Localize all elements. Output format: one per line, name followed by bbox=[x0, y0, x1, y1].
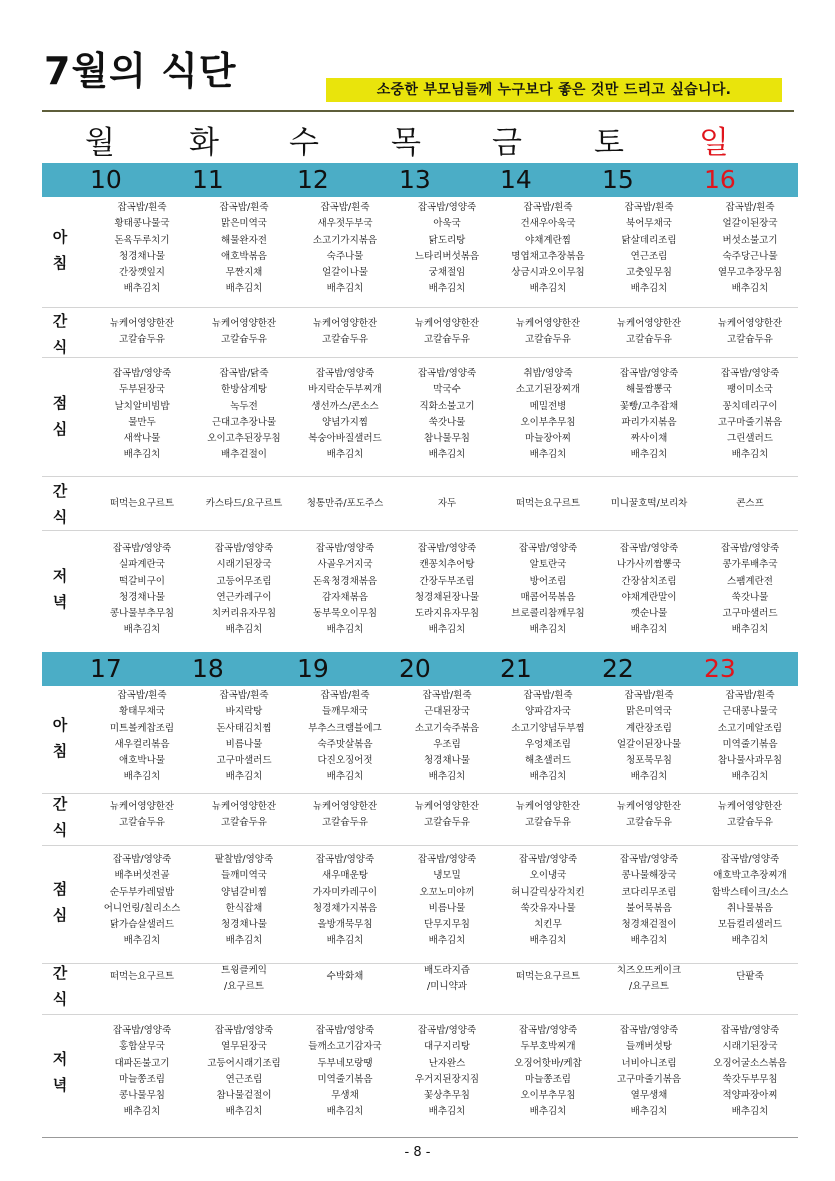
menu-cell-dinner: 잡곡밥/영양죽 시래기된장국 고등어무조림 연근카레구이 치커리유자무침 배추김치 bbox=[211, 543, 277, 636]
meal-label-dinner: 저 녁 bbox=[52, 1050, 68, 1094]
menu-cell-lunch: 취밥/영양죽 소고기된장찌개 메밀전병 오이부추무침 마늘장아찌 배추김치 bbox=[515, 368, 581, 461]
row-divider bbox=[42, 530, 798, 531]
date-cell: 15 bbox=[602, 165, 634, 194]
meal-label-lunch: 점 심 bbox=[52, 880, 68, 924]
menu-cell-lunch: 잡곡밥/영양죽 두부된장국 날치알비빔밥 물만두 새싹나물 배추김치 bbox=[112, 368, 172, 461]
menu-cell-snack1: 뉴케어영양한잔 고칼슘두유 bbox=[312, 318, 378, 346]
menu-cell-snack1: 뉴케어영양한잔 고칼슘두유 bbox=[616, 318, 682, 346]
menu-cell-breakfast: 잡곡밥/흰죽 양파감자국 소고기양념두부찜 우엉채조림 해초샐러드 배추김치 bbox=[511, 690, 585, 783]
menu-cell-snack2: 청통만쥬/포도주스 bbox=[306, 498, 384, 509]
menu-cell-snack1: 뉴케어영양한잔 고칼슘두유 bbox=[414, 801, 480, 829]
menu-cell-lunch: 잡곡밥/영양죽 막국수 직화소불고기 쑥갓나물 참나물무침 배추김치 bbox=[417, 368, 477, 461]
menu-cell-snack1: 뉴케어영양한잔 고칼슘두유 bbox=[414, 318, 480, 346]
menu-cell-breakfast: 잡곡밥/흰죽 북어무채국 닭살데리조림 연근조림 고춧잎무침 배추김치 bbox=[621, 202, 677, 295]
menu-cell-snack1: 뉴케어영양한잔 고칼슘두유 bbox=[717, 801, 783, 829]
menu-cell-dinner: 잡곡밥/영양죽 열무된장국 고등어시래기조림 연근조림 참나물겉절이 배추김치 bbox=[207, 1025, 281, 1118]
menu-cell-snack1: 뉴케어영양한잔 고칼슘두유 bbox=[717, 318, 783, 346]
date-cell: 18 bbox=[192, 654, 224, 683]
menu-cell-dinner: 잡곡밥/영양죽 들깨소고기감자국 두부네모랑땡 미역줄기볶음 무생채 배추김치 bbox=[308, 1025, 382, 1118]
menu-cell-snack2: 단팥죽 bbox=[736, 971, 764, 982]
weekday-header: 월 bbox=[85, 125, 115, 161]
date-cell: 10 bbox=[90, 165, 122, 194]
menu-cell-breakfast: 잡곡밥/흰죽 새우젓두부국 소고기가지볶음 숙주나물 얼갈이나물 배추김치 bbox=[312, 202, 378, 295]
menu-cell-snack2: 콘스프 bbox=[736, 498, 764, 509]
menu-cell-lunch: 잡곡밥/영양죽 팽이미소국 꽁치데리구이 고구마줄기볶음 그린샐러드 배추김치 bbox=[717, 368, 783, 461]
menu-cell-lunch: 잡곡밥/영양죽 바지락순두부찌개 생선까스/콘소스 양념가지찜 복숭아바질샐러드 배추김치 bbox=[308, 368, 382, 461]
meal-label-lunch: 점 심 bbox=[52, 394, 68, 438]
menu-cell-lunch: 잡곡밥/영양죽 해물짬뽕국 꽃빵/고추잡채 파리가지볶음 짜사이채 배추김치 bbox=[619, 368, 679, 461]
row-divider bbox=[42, 476, 798, 477]
row-divider bbox=[42, 357, 798, 358]
menu-cell-breakfast: 잡곡밥/흰죽 바지락탕 돈사태김치찜 비름나물 고구마샐러드 배추김치 bbox=[216, 690, 272, 783]
weekday-header: 금 bbox=[492, 125, 522, 161]
menu-cell-breakfast: 잡곡밥/흰죽 맑은미역국 계란장조림 얼갈이된장나물 청포묵무침 배추김치 bbox=[616, 690, 682, 783]
menu-cell-lunch: 잡곡밥/영양죽 오이냉국 허니갈릭상각치킨 쑥갓유자나물 치킨무 배추김치 bbox=[511, 854, 585, 947]
menu-cell-snack2: 치즈오뜨케이크 /요구르트 bbox=[616, 965, 682, 993]
meal-label-snack1: 간 식 bbox=[52, 312, 68, 356]
menu-cell-dinner: 잡곡밥/영양죽 사골우거지국 돈육청경채볶음 감자채볶음 동부묵오이무침 배추김치 bbox=[312, 543, 378, 636]
date-cell: 23 bbox=[704, 654, 736, 683]
date-bar bbox=[42, 652, 798, 686]
menu-cell-snack2: 트윙클케익 /요구르트 bbox=[221, 965, 267, 993]
menu-cell-snack1: 뉴케어영양한잔 고칼슘두유 bbox=[109, 801, 175, 829]
date-cell: 14 bbox=[500, 165, 532, 194]
menu-cell-snack2: 배도라지즙 /미니약과 bbox=[424, 965, 470, 993]
menu-cell-snack2: 떠먹는요구르트 bbox=[515, 971, 581, 982]
menu-cell-breakfast: 잡곡밥/흰죽 얼갈이된장국 버섯소불고기 숙주당근나물 열무고추장무침 배추김치 bbox=[717, 202, 783, 295]
menu-cell-breakfast: 잡곡밥/흰죽 맑은미역국 해물완자전 애호박볶음 무짠지채 배추김치 bbox=[219, 202, 269, 295]
menu-cell-breakfast: 잡곡밥/흰죽 건새우아욱국 야채계란찜 명엽채고추장볶음 상금시과오이무침 배추김치 bbox=[511, 202, 585, 295]
menu-cell-snack2: 카스타드/요구르트 bbox=[205, 498, 283, 509]
meal-label-snack2: 간 식 bbox=[52, 482, 68, 526]
meal-label-snack2: 간 식 bbox=[52, 964, 68, 1008]
menu-cell-snack1: 뉴케어영양한잔 고칼슘두유 bbox=[515, 318, 581, 346]
menu-cell-breakfast: 잡곡밥/흰죽 근대된장국 소고기숙주볶음 우조림 청경채나물 배추김치 bbox=[414, 690, 480, 783]
menu-cell-lunch: 잡곡밥/영양죽 냉모밀 오꼬노미야끼 비름나물 단무지무침 배추김치 bbox=[417, 854, 477, 947]
meal-label-snack1: 간 식 bbox=[52, 795, 68, 839]
menu-cell-dinner: 잡곡밥/영양죽 시래기된장국 오징어굴소스볶음 쑥갓두부무침 적양파장아찌 배추김치 bbox=[713, 1025, 787, 1118]
menu-cell-dinner: 잡곡밥/영양죽 두부호박찌개 오징어핫바/케찹 마늘쫑조림 오이부추무침 배추김치 bbox=[514, 1025, 582, 1118]
menu-cell-breakfast: 잡곡밥/흰죽 근대콩나물국 소고기메알조림 미역줄기볶음 참나물사과무침 배추김치 bbox=[717, 690, 783, 783]
menu-cell-breakfast: 잡곡밥/흰죽 황태콩나물국 돈육두루치기 청경채나물 간장깻잎지 배추김치 bbox=[114, 202, 170, 295]
menu-cell-breakfast: 잡곡밥/흰죽 들깨무채국 부추스크램블에그 숙주맛살볶음 다진오징어젓 배추김치 bbox=[308, 690, 382, 783]
date-cell: 11 bbox=[192, 165, 224, 194]
date-cell: 19 bbox=[297, 654, 329, 683]
menu-cell-dinner: 잡곡밥/영양죽 알토란국 방어조림 매콤어묵볶음 브로콜리참깨무침 배추김치 bbox=[511, 543, 585, 636]
weekday-header: 토 bbox=[594, 125, 624, 161]
menu-cell-snack2: 수박화채 bbox=[326, 971, 364, 982]
date-cell: 17 bbox=[90, 654, 122, 683]
row-divider bbox=[42, 845, 798, 846]
weekday-header: 수 bbox=[289, 125, 319, 161]
meal-label-dinner: 저 녁 bbox=[52, 567, 68, 611]
date-cell: 13 bbox=[399, 165, 431, 194]
menu-cell-lunch: 잡곡밥/닭죽 한방삼계탕 녹두전 근대고추장나물 오이고추된장무침 배추겉절이 bbox=[207, 368, 281, 461]
row-divider bbox=[42, 793, 798, 794]
menu-cell-dinner: 잡곡밥/영양죽 대구지리탕 난자완스 우거지된장지짐 꽃상추무침 배추김치 bbox=[414, 1025, 480, 1118]
footer-divider bbox=[42, 1137, 798, 1138]
menu-cell-dinner: 잡곡밥/영양죽 콩가루배추국 스팸계란전 쑥갓나물 고구마샐러드 배추김치 bbox=[720, 543, 780, 636]
menu-cell-lunch: 잡곡밥/영양죽 배추버섯전골 순두부카레덮밥 어니언링/칠리소스 닭가슴살샐러드 배추김치 bbox=[103, 854, 181, 947]
date-cell: 12 bbox=[297, 165, 329, 194]
menu-cell-snack1: 뉴케어영양한잔 고칼슘두유 bbox=[515, 801, 581, 829]
menu-cell-snack2: 떠먹는요구르트 bbox=[109, 971, 175, 982]
menu-cell-lunch: 잡곡밥/영양죽 새우매운탕 가자미카레구이 청경채가지볶음 올방개묵무침 배추김치 bbox=[312, 854, 378, 947]
menu-cell-snack1: 뉴케어영양한잔 고칼슘두유 bbox=[211, 801, 277, 829]
menu-cell-lunch: 잡곡밥/영양죽 콩나물해장국 코다리무조림 불어묵볶음 청경채겉절이 배추김치 bbox=[619, 854, 679, 947]
date-cell: 22 bbox=[602, 654, 634, 683]
menu-cell-dinner: 잡곡밥/영양죽 실파계란국 떡갈비구이 청경채나물 콩나물부추무침 배추김치 bbox=[109, 543, 175, 636]
date-cell: 16 bbox=[704, 165, 736, 194]
date-bar bbox=[42, 163, 798, 197]
slogan-banner: 소중한 부모님들께 누구보다 좋은 것만 드리고 싶습니다. bbox=[326, 78, 782, 102]
date-cell: 20 bbox=[399, 654, 431, 683]
menu-cell-snack2: 떠먹는요구르트 bbox=[109, 498, 175, 509]
menu-cell-lunch: 잡곡밥/영양죽 애호박고추장찌개 함박스테이크/소스 취나물볶음 모듬컬리샐러드 배추김치 bbox=[711, 854, 789, 947]
menu-cell-dinner: 잡곡밥/영양죽 나가사끼짬뽕국 간장삼치조림 야채계란말이 깻순나물 배추김치 bbox=[616, 543, 682, 636]
menu-cell-breakfast: 잡곡밥/흰죽 황태무채국 미트볼케찹조림 새우컬리볶음 애호박나물 배추김치 bbox=[109, 690, 175, 783]
menu-cell-snack1: 뉴케어영양한잔 고칼슘두유 bbox=[109, 318, 175, 346]
menu-cell-dinner: 잡곡밥/영양죽 캔꽁치추어탕 간장두부조림 청경채된장나물 도라지유자무침 배추김치 bbox=[414, 543, 480, 636]
weekday-header: 화 bbox=[189, 125, 219, 161]
page-title: 7월의 식단 bbox=[44, 49, 237, 93]
menu-cell-lunch: 팥찰밥/영양죽 들깨미역국 양념갈비찜 한식잡채 청경채나물 배추김치 bbox=[214, 854, 274, 947]
menu-cell-dinner: 잡곡밥/영양죽 홍합살무국 대파돈불고기 마늘쫑조림 콩나물무침 배추김치 bbox=[112, 1025, 172, 1118]
row-divider bbox=[42, 1014, 798, 1015]
row-divider bbox=[42, 307, 798, 308]
menu-cell-snack2: 떠먹는요구르트 bbox=[515, 498, 581, 509]
menu-cell-snack1: 뉴케어영양한잔 고칼슘두유 bbox=[616, 801, 682, 829]
date-cell: 21 bbox=[500, 654, 532, 683]
title-divider bbox=[42, 110, 794, 112]
menu-cell-snack1: 뉴케어영양한잔 고칼슘두유 bbox=[312, 801, 378, 829]
menu-cell-snack2: 미니꿀호떡/보리차 bbox=[610, 498, 688, 509]
menu-cell-snack2: 자두 bbox=[437, 498, 457, 509]
menu-cell-breakfast: 잡곡밥/영양죽 아욱국 닭도리탕 느타리버섯볶음 궁채절임 배추김치 bbox=[414, 202, 480, 295]
menu-cell-dinner: 잡곡밥/영양죽 들깨버섯탕 너비아니조림 고구마줄기볶음 열무생채 배추김치 bbox=[616, 1025, 682, 1118]
menu-cell-snack1: 뉴케어영양한잔 고칼슘두유 bbox=[211, 318, 277, 346]
weekday-header: 일 bbox=[699, 125, 729, 161]
weekday-header: 목 bbox=[391, 125, 421, 161]
page-number: - 8 - bbox=[404, 1145, 431, 1160]
meal-label-breakfast: 아 침 bbox=[52, 716, 68, 760]
meal-label-breakfast: 아 침 bbox=[52, 228, 68, 272]
